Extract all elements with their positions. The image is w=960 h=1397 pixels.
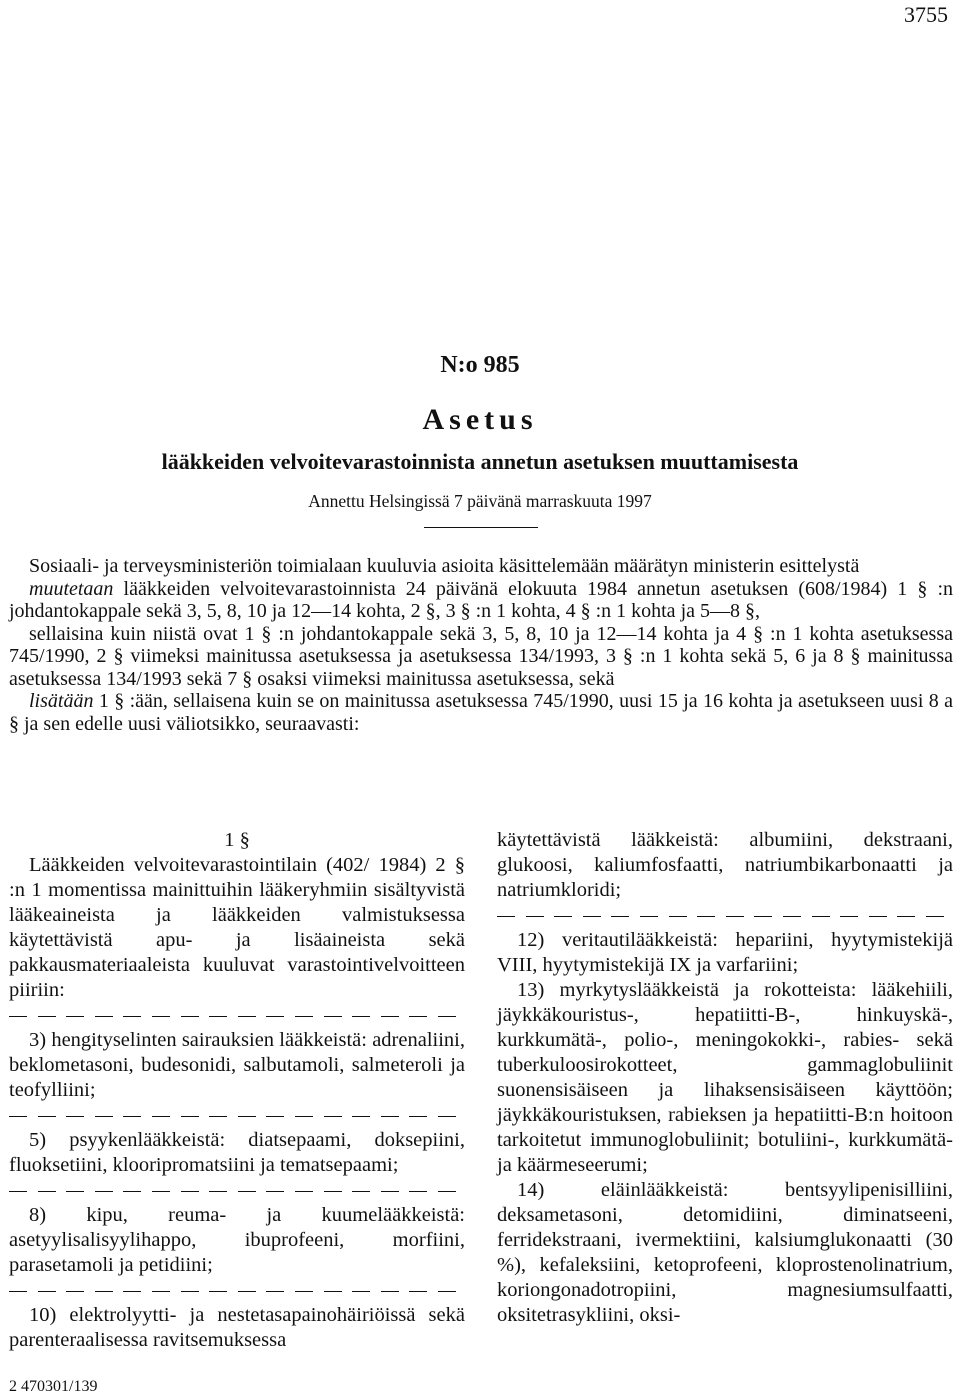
omission-dash — [238, 1191, 256, 1192]
omission-dash — [295, 1016, 313, 1017]
omission-dash — [295, 1116, 313, 1117]
omission-dash — [295, 1191, 313, 1192]
omission-dash — [324, 1191, 342, 1192]
omission-dash — [409, 1291, 427, 1292]
omission-dash — [181, 1291, 199, 1292]
omission-dash — [409, 1191, 427, 1192]
omission-dash — [611, 916, 629, 917]
omission-dash — [754, 916, 772, 917]
omission-dashes — [9, 1178, 465, 1203]
omission-dash — [352, 1116, 370, 1117]
omission-dash — [9, 1116, 27, 1117]
omission-dash — [9, 1016, 27, 1017]
omission-dash — [409, 1116, 427, 1117]
amend-text: lääkkeiden velvoitevarastoinnista 24 päivänä elokuuta 1984 annetun asetuksen (608/1984) 1 § :n johdantokappale sekä 3, 5, 8, 10 ja 12—14 kohta, 2 §, 3 § :n 1 kohta, 4 § :n 1 kohta ja 5—8 §, — [9, 577, 953, 622]
omission-dash — [295, 1291, 313, 1292]
omission-dash — [438, 1016, 456, 1017]
omission-dash — [238, 1291, 256, 1292]
footer-code: 2 470301/139 — [9, 1378, 98, 1395]
omission-dash — [409, 1016, 427, 1017]
omission-dashes — [9, 1278, 465, 1303]
act-number: N:o 985 — [440, 352, 520, 378]
omission-dash — [66, 1016, 84, 1017]
page-number: 3755 — [904, 2, 948, 27]
omission-dash — [95, 1191, 113, 1192]
section-intro: Lääkkeiden velvoitevarastointilain (402/ 1984) 2 § :n 1 momentissa mainittuihin lääkeryhmiin sisältyvistä lääkeaineista ja lääkkeiden valmistuksessa käytettävistä apu- ja lisäaineista sekä pakkausmateriaaleista kuuluvat varastointivelvoitteen piiriin: — [9, 854, 465, 1001]
omission-dash — [381, 1191, 399, 1192]
omission-dash — [9, 1291, 27, 1292]
omission-dash — [181, 1191, 199, 1192]
section-heading: 1 § — [224, 829, 250, 851]
item-3: 3) hengityselinten sairauksien lääkkeistä: adrenaliini, beklometasoni, budesonidi, salbutamoli, salmeteroli ja teofylliini; — [9, 1029, 465, 1101]
add-text: 1 § :ään, sellaisena kuin se on mainitussa asetuksessa 745/1990, uusi 15 ja 16 kohta ja asetukseen uusi 8 a § ja sen edelle uusi väliotsikko, seuraavasti: — [9, 690, 953, 735]
amend-verb: muutetaan — [29, 577, 114, 600]
item-10: 10) elektrolyytti- ja nestetasapainohäiriöissä sekä parenteraalisessa ravitsemuksessa — [9, 1304, 465, 1351]
omission-dash — [152, 1016, 170, 1017]
omission-dash — [152, 1116, 170, 1117]
omission-dash — [783, 916, 801, 917]
omission-dash — [209, 1016, 227, 1017]
omission-dash — [38, 1291, 56, 1292]
omission-dash — [381, 1116, 399, 1117]
preamble — [9, 555, 953, 735]
omission-dash — [324, 1016, 342, 1017]
omission-dash — [669, 916, 687, 917]
preamble-amend — [9, 578, 953, 623]
preamble-as-amended: sellaisina kuin niistä ovat 1 § :n johdantokappale sekä 3, 5, 8, 10 ja 12—14 kohta ja 4 § :n 1 kohta asetuksessa 745/1990, 2 § viimeksi mainitussa asetuksessa ja asetuksessa 134/1993, 3 § :n 1 kohta sekä 5, 6 ja 8 § mainitussa asetuksessa 134/1993 sekä 7 § osaksi viimeksi mainitussa asetuksessa, sekä — [9, 622, 953, 690]
omission-dash — [640, 916, 658, 917]
omission-dash — [123, 1016, 141, 1017]
left-column — [9, 828, 465, 1353]
omission-dashes — [9, 1103, 465, 1128]
omission-dash — [266, 1291, 284, 1292]
add-verb: lisätään — [29, 690, 94, 712]
given-line: Annettu Helsingissä 7 päivänä marraskuuta 1997 — [308, 491, 652, 511]
omission-dashes — [497, 903, 953, 928]
omission-dash — [95, 1016, 113, 1017]
omission-dash — [381, 1291, 399, 1292]
omission-dash — [123, 1291, 141, 1292]
omission-dash — [266, 1016, 284, 1017]
omission-dash — [497, 916, 515, 917]
omission-dash — [438, 1191, 456, 1192]
omission-dash — [583, 916, 601, 917]
omission-dash — [209, 1116, 227, 1117]
omission-dash — [812, 916, 830, 917]
omission-dash — [266, 1191, 284, 1192]
omission-dash — [697, 916, 715, 917]
omission-dash — [123, 1116, 141, 1117]
omission-dash — [238, 1116, 256, 1117]
omission-dash — [95, 1116, 113, 1117]
omission-dash — [209, 1191, 227, 1192]
omission-dash — [95, 1291, 113, 1292]
omission-dash — [438, 1116, 456, 1117]
omission-dash — [840, 916, 858, 917]
omission-dash — [554, 916, 572, 917]
omission-dash — [66, 1291, 84, 1292]
item-14: 14) eläinlääkkeistä: bentsyylipenisilliini, deksametasoni, detomidiini, diminatseeni, ferridekstraani, ivermektiini, kalsiumglukonaatti (30 %), kefaleksiini, ketoprofeeni, kloprostenolinatrium, koriongonadotropiini, magnesiumsulfaatti, oksitetrasykliini, oksi- — [497, 1179, 953, 1326]
omission-dash — [238, 1016, 256, 1017]
omission-dash — [38, 1116, 56, 1117]
omission-dash — [926, 916, 944, 917]
omission-dash — [209, 1291, 227, 1292]
omission-dash — [66, 1191, 84, 1192]
omission-dash — [726, 916, 744, 917]
omission-dash — [869, 916, 887, 917]
omission-dash — [152, 1191, 170, 1192]
preamble-intro: Sosiaali- ja terveysministeriön toimialaan kuuluvia asioita käsittelemään määrätyn ministerin esittelystä — [29, 555, 860, 577]
item-13: 13) myrkytyslääkkeistä ja rokotteista: lääkehiili, jäykkäkouristus-, hepatiitti-B-, hinkuyskä-, kurkkumätä-, polio-, meningokokki-, rabies- sekä tuberkuloosirokotteet, gammaglobuliinit suonensisäiseen ja lihaksensisäiseen käyttöön; jäykkäkouristuksen, rabieksen ja hepatiitti-B:n hoitoon tarkoitetut immunoglobuliinit; botuliini-, kurkkumätä- ja käärmeseerumi; — [497, 979, 953, 1176]
omission-dash — [266, 1116, 284, 1117]
omission-dash — [9, 1191, 27, 1192]
omission-dash — [438, 1291, 456, 1292]
omission-dash — [66, 1116, 84, 1117]
item-12: 12) veritautilääkkeistä: hepariini, hyytymistekijä VIII, hyytymistekijä IX ja varfariini; — [497, 929, 953, 976]
omission-dash — [181, 1016, 199, 1017]
omission-dash — [897, 916, 915, 917]
omission-dash — [38, 1016, 56, 1017]
omission-dash — [123, 1191, 141, 1192]
item-5: 5) psyykenlääkkeistä: diatsepaami, doksepiini, fluoksetiini, klooripromatsiini ja tematsepaami; — [9, 1129, 465, 1176]
omission-dash — [352, 1016, 370, 1017]
title-divider — [424, 527, 538, 528]
item-10-continued: käytettävistä lääkkeistä: albumiini, dekstraani, glukoosi, kaliumfosfaatti, natriumbikarbonaatti ja natriumkloridi; — [497, 829, 953, 901]
act-title: Asetus — [422, 403, 538, 436]
right-column — [497, 828, 953, 1328]
omission-dash — [324, 1116, 342, 1117]
omission-dash — [352, 1291, 370, 1292]
omission-dash — [324, 1291, 342, 1292]
preamble-add — [9, 690, 953, 735]
omission-dash — [526, 916, 544, 917]
item-8: 8) kipu, reuma- ja kuumelääkkeistä: asetyylisalisyylihappo, ibuprofeeni, morfiini, parasetamoli ja petidiini; — [9, 1204, 465, 1276]
omission-dash — [352, 1191, 370, 1192]
omission-dash — [38, 1191, 56, 1192]
omission-dashes — [9, 1003, 465, 1028]
omission-dash — [152, 1291, 170, 1292]
omission-dash — [381, 1016, 399, 1017]
omission-dash — [181, 1116, 199, 1117]
act-subtitle: lääkkeiden velvoitevarastoinnista annetun asetuksen muuttamisesta — [161, 449, 799, 474]
